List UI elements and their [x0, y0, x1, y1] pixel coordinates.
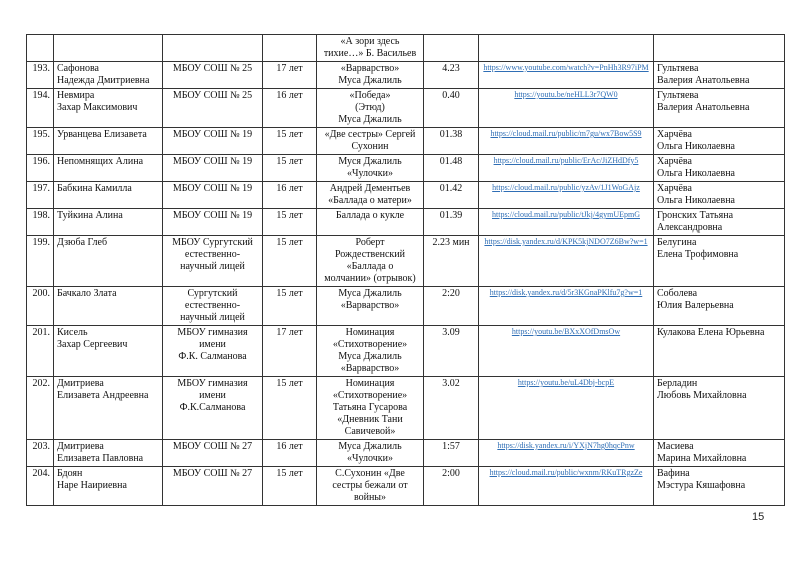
cell-age: 15 лет: [263, 287, 317, 326]
table-body: [27, 35, 785, 506]
teacher-line: Ольга Николаевна: [657, 195, 735, 206]
cell-number: 203.: [27, 440, 54, 467]
work-line: войны»: [353, 492, 387, 503]
school-line: Сургутский: [187, 288, 238, 299]
work-line: Рождественский: [334, 249, 405, 260]
cell-age: 16 лет: [263, 182, 317, 209]
work-line: «Стихотворение»: [332, 390, 408, 401]
name-line: Кисель: [57, 327, 88, 338]
name-line: Захар Сергеевич: [57, 339, 128, 350]
cell-school: [163, 155, 263, 182]
cell-teacher: [654, 236, 785, 287]
video-link[interactable]: https://youtu.be/neHLL3r7QW0: [514, 90, 618, 99]
work-line: (Этюд): [355, 102, 385, 113]
name-line: Елизавета Павловна: [57, 453, 144, 464]
cell-duration: 4.23: [424, 62, 479, 89]
work-line: Муса Джалиль: [338, 288, 402, 299]
work-line: «Варварство»: [340, 300, 400, 311]
teacher-line: Валерия Анатольевна: [657, 102, 750, 113]
cell-duration: 01.48: [424, 155, 479, 182]
cell-work: [317, 182, 424, 209]
video-link[interactable]: https://cloud.mail.ru/public/ErAc/JiZHdDfy5: [493, 156, 639, 165]
cell-age: 15 лет: [263, 377, 317, 440]
cell-school: [163, 89, 263, 128]
table-row: [27, 182, 785, 209]
cell-age: 17 лет: [263, 326, 317, 377]
school-line: МБОУ СОШ № 19: [172, 156, 253, 167]
cell-teacher: [654, 155, 785, 182]
work-line: Татьяна Гусарова: [332, 402, 408, 413]
work-line: «Варварство»: [340, 363, 400, 374]
school-line: научный лицей: [180, 261, 245, 272]
cell-teacher: [654, 128, 785, 155]
teacher-line: Мэстура Кяшафовна: [657, 480, 746, 491]
cell-link: [479, 326, 654, 377]
cell-work: [317, 326, 424, 377]
cell-link: [479, 209, 654, 236]
name-line: Туйкина Алина: [57, 210, 123, 221]
teacher-line: Юлия Валерьевна: [657, 300, 734, 311]
work-line: «Баллада о: [346, 261, 394, 272]
school-line: МБОУ СОШ № 19: [172, 183, 253, 194]
cell-name: [54, 155, 163, 182]
name-line: Непомнящих Алина: [57, 156, 144, 167]
table-row: [27, 236, 785, 287]
cell-work: [317, 236, 424, 287]
name-line: Захар Максимович: [57, 102, 138, 113]
cell-link: [479, 62, 654, 89]
cell-school: [163, 209, 263, 236]
cell-link: [479, 377, 654, 440]
cell-link: [479, 89, 654, 128]
work-line: «Варварство»: [340, 63, 400, 74]
cell-duration: [424, 35, 479, 62]
cell-number: [27, 35, 54, 62]
cell-age: 16 лет: [263, 440, 317, 467]
teacher-line: Харчёва: [657, 156, 692, 167]
name-line: Невмира: [57, 90, 95, 101]
work-line: Номинация: [345, 327, 395, 338]
cell-link: [479, 236, 654, 287]
cell-duration: 01.42: [424, 182, 479, 209]
page-number: 15: [752, 511, 765, 523]
cell-duration: 01.38: [424, 128, 479, 155]
table-row: [27, 209, 785, 236]
cell-number: 197.: [27, 182, 54, 209]
cell-teacher: [654, 182, 785, 209]
cell-work: [317, 155, 424, 182]
cell-duration: 01.39: [424, 209, 479, 236]
video-link[interactable]: https://disk.yandex.ru/i/YXjN7hg0hqcPnw: [497, 441, 635, 450]
school-line: естественно-: [184, 300, 241, 311]
cell-teacher: [654, 35, 785, 62]
teacher-line: Кулакова Елена Юрьевна: [657, 327, 765, 338]
cell-name: [54, 128, 163, 155]
cell-school: [163, 440, 263, 467]
video-link[interactable]: https://disk.yandex.ru/d/KPK5kjNDO7Z6Bw?w=1: [484, 237, 648, 246]
name-line: Елизавета Андреевна: [57, 390, 149, 401]
teacher-line: Берладин: [657, 378, 698, 389]
table-row: [27, 467, 785, 506]
cell-name: [54, 326, 163, 377]
name-line: Дмитриева: [57, 378, 104, 389]
cell-number: 202.: [27, 377, 54, 440]
work-line: «Победа»: [349, 90, 391, 101]
cell-school: [163, 128, 263, 155]
school-line: МБОУ СОШ № 19: [172, 210, 253, 221]
cell-link: [479, 155, 654, 182]
work-line: «А зори здесь: [340, 36, 400, 47]
teacher-line: Гронских Татьяна: [657, 210, 734, 221]
cell-name: [54, 209, 163, 236]
school-line: имени: [199, 339, 226, 350]
cell-age: 15 лет: [263, 155, 317, 182]
school-line: МБОУ СОШ № 27: [172, 468, 253, 479]
cell-teacher: [654, 326, 785, 377]
cell-name: [54, 377, 163, 440]
teacher-line: Елена Трофимовна: [657, 249, 739, 260]
cell-name: [54, 182, 163, 209]
work-line: С.Сухонин «Две: [335, 468, 405, 479]
teacher-line: Гультяева: [657, 63, 699, 74]
name-line: Надежда Дмитриевна: [57, 75, 150, 86]
school-line: МБОУ Сургутский: [172, 237, 253, 248]
cell-age: 15 лет: [263, 467, 317, 506]
work-line: «Две сестры» Сергей: [324, 129, 416, 140]
school-line: Ф.К.Салманова: [179, 402, 246, 413]
cell-teacher: [654, 209, 785, 236]
cell-school: [163, 287, 263, 326]
cell-work: [317, 62, 424, 89]
teacher-line: Александровна: [657, 222, 723, 233]
table-row: [27, 62, 785, 89]
name-line: Урванцева Елизавета: [57, 129, 147, 140]
cell-name: [54, 236, 163, 287]
work-line: молчании» (отрывок): [324, 273, 416, 284]
cell-age: 15 лет: [263, 209, 317, 236]
teacher-line: Харчёва: [657, 129, 692, 140]
cell-duration: 1:57: [424, 440, 479, 467]
school-line: имени: [199, 390, 226, 401]
school-line: МБОУ гимназия: [177, 378, 248, 389]
cell-teacher: [654, 287, 785, 326]
cell-name: [54, 440, 163, 467]
cell-name: [54, 35, 163, 62]
school-line: МБОУ СОШ № 19: [172, 129, 253, 140]
cell-duration: 2:20: [424, 287, 479, 326]
work-line: Муса Джалиль: [338, 351, 402, 362]
cell-teacher: [654, 377, 785, 440]
video-link[interactable]: https://cloud.mail.ru/public/m7gu/wx7Bow5S9: [490, 129, 642, 138]
work-line: Сухонин: [351, 141, 389, 152]
cell-number: 198.: [27, 209, 54, 236]
cell-link: [479, 128, 654, 155]
cell-work: [317, 467, 424, 506]
cell-work: [317, 35, 424, 62]
cell-duration: 2.23 мин: [424, 236, 479, 287]
cell-name: [54, 89, 163, 128]
table-row-continued: [27, 35, 785, 62]
cell-number: 196.: [27, 155, 54, 182]
teacher-line: Валерия Анатольевна: [657, 75, 750, 86]
video-link[interactable]: https://youtu.be/uL4Dbj-bcpE: [517, 378, 615, 387]
work-line: Муса Джалиль: [338, 75, 402, 86]
school-line: научный лицей: [180, 312, 245, 323]
cell-link: [479, 440, 654, 467]
table-row: [27, 377, 785, 440]
participants-table: [26, 34, 785, 506]
cell-name: [54, 467, 163, 506]
work-line: «Чулочки»: [346, 453, 394, 464]
video-link[interactable]: https://disk.yandex.ru/d/5r3KGnaPKlfu7g?w=1: [489, 288, 643, 297]
table-row: [27, 128, 785, 155]
name-line: Бачкало Злата: [57, 288, 117, 299]
name-line: Бабкина Камилла: [57, 183, 132, 194]
work-line: «Стихотворение»: [332, 339, 408, 350]
cell-work: [317, 440, 424, 467]
cell-teacher: [654, 62, 785, 89]
teacher-line: Ольга Николаевна: [657, 141, 735, 152]
video-link[interactable]: https://youtu.be/BXxXOfDmsOw: [511, 327, 621, 336]
name-line: Сафонова: [57, 63, 99, 74]
cell-work: [317, 89, 424, 128]
name-line: Наре Наириевна: [57, 480, 127, 491]
teacher-line: Ольга Николаевна: [657, 168, 735, 179]
cell-name: [54, 287, 163, 326]
work-line: Андрей Дементьев: [329, 183, 411, 194]
cell-link: [479, 35, 654, 62]
school-line: естественно-: [184, 249, 241, 260]
cell-duration: 3.02: [424, 377, 479, 440]
work-line: Номинация: [345, 378, 395, 389]
cell-school: [163, 182, 263, 209]
teacher-line: Марина Михайловна: [657, 453, 747, 464]
cell-work: [317, 377, 424, 440]
cell-school: [163, 377, 263, 440]
cell-work: [317, 128, 424, 155]
video-link[interactable]: https://www.youtube.com/watch?v=PnHh3R97iPM: [483, 63, 649, 72]
teacher-line: Гультяева: [657, 90, 699, 101]
school-line: МБОУ СОШ № 25: [172, 90, 253, 101]
school-line: МБОУ СОШ № 25: [172, 63, 253, 74]
table-row: [27, 155, 785, 182]
cell-age: 16 лет: [263, 89, 317, 128]
work-line: «Дневник Тани: [337, 414, 403, 425]
cell-age: 15 лет: [263, 236, 317, 287]
name-line: Дмитриева: [57, 441, 104, 452]
work-line: Муся Джалиль: [338, 156, 402, 167]
cell-school: [163, 236, 263, 287]
cell-age: 15 лет: [263, 128, 317, 155]
cell-number: 193.: [27, 62, 54, 89]
name-line: Дзюба Глеб: [57, 237, 108, 248]
teacher-line: Вафина: [657, 468, 690, 479]
teacher-line: Любовь Михайловна: [657, 390, 747, 401]
work-line: сестры бежали от: [332, 480, 408, 491]
work-line: «Чулочки»: [346, 168, 394, 179]
work-line: Муса Джалиль: [338, 441, 402, 452]
video-link[interactable]: https://cloud.mail.ru/public/wxnm/RKuTRgzZe: [489, 468, 643, 477]
cell-name: [54, 62, 163, 89]
cell-link: [479, 182, 654, 209]
teacher-line: Белугина: [657, 237, 697, 248]
work-line: Савичевой»: [344, 426, 396, 437]
cell-duration: 3.09: [424, 326, 479, 377]
cell-number: 204.: [27, 467, 54, 506]
work-line: тихие…» Б. Васильев: [323, 48, 417, 59]
cell-number: 194.: [27, 89, 54, 128]
school-line: Ф.К. Салманова: [178, 351, 247, 362]
work-line: «Баллада о матери»: [328, 195, 412, 206]
cell-number: 200.: [27, 287, 54, 326]
cell-duration: 2:00: [424, 467, 479, 506]
cell-duration: 0.40: [424, 89, 479, 128]
teacher-line: Харчёва: [657, 183, 692, 194]
cell-number: 199.: [27, 236, 54, 287]
cell-teacher: [654, 89, 785, 128]
teacher-line: Масиева: [657, 441, 694, 452]
cell-age: 17 лет: [263, 62, 317, 89]
cell-school: [163, 326, 263, 377]
table-row: [27, 287, 785, 326]
video-link[interactable]: https://cloud.mail.ru/public/yzAv/1J1WoGAjz: [492, 183, 640, 192]
cell-link: [479, 287, 654, 326]
cell-number: 201.: [27, 326, 54, 377]
cell-work: [317, 287, 424, 326]
cell-school: [163, 467, 263, 506]
cell-link: [479, 467, 654, 506]
table-row: [27, 89, 785, 128]
work-line: Баллада о кукле: [335, 210, 405, 221]
school-line: МБОУ СОШ № 27: [172, 441, 253, 452]
cell-teacher: [654, 440, 785, 467]
cell-age: [263, 35, 317, 62]
cell-school: [163, 62, 263, 89]
cell-work: [317, 209, 424, 236]
name-line: Бдоян: [57, 468, 83, 479]
school-line: МБОУ гимназия: [177, 327, 248, 338]
work-line: Муса Джалиль: [338, 114, 402, 125]
cell-school: [163, 35, 263, 62]
cell-teacher: [654, 467, 785, 506]
table-row: [27, 440, 785, 467]
teacher-line: Соболева: [657, 288, 698, 299]
cell-number: 195.: [27, 128, 54, 155]
table-row: [27, 326, 785, 377]
work-line: Роберт: [355, 237, 385, 248]
video-link[interactable]: https://cloud.mail.ru/public/tJkj/4gymUEpmG: [492, 210, 640, 219]
